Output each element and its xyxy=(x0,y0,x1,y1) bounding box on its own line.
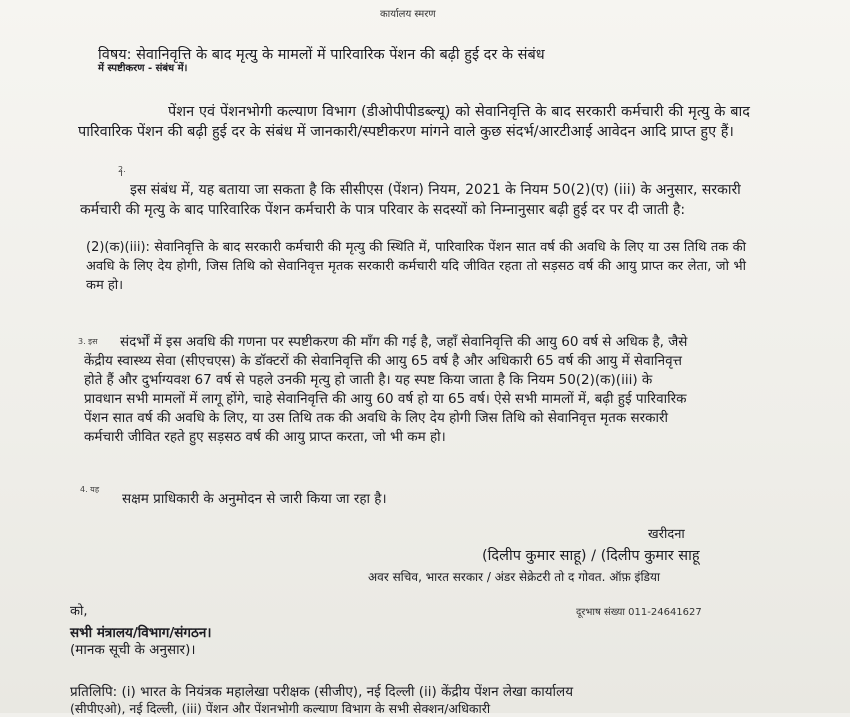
addressee-note: (मानक सूची के अनुसार)। xyxy=(70,642,196,658)
signature-word: खरीदना xyxy=(648,527,685,542)
subject-line-1: विषय: सेवानिवृत्ति के बाद मृत्यु के मामलों में पारिवारिक पेंशन की बढ़ी हुई दर के संबंध xyxy=(98,47,545,63)
subject-line-2: में स्पष्टीकरण - संबंध में। xyxy=(98,63,188,74)
paragraph-2-number: 2. xyxy=(118,165,126,174)
paragraph-4: सक्षम प्राधिकारी के अनुमोदन से जारी किया जा रहा है। xyxy=(122,491,387,507)
office-memorandum-header: कार्यालय स्मरण xyxy=(380,9,436,20)
rule-quote: (2)(क)(iii): सेवानिवृत्ति के बाद सरकारी कर्मचारी की मृत्यु की स्थिति में, पारिवारिक पेंशन सात वर्ष की अवधि के लिए या उस तिथि तक की अवधि के लिए देय होगी, जिस तिथि को सेवानिवृत्त मृतक सरकारी कर्मचारी यदि जीवित रहता तो सड़सठ वर्ष की आयु प्राप्त कर लेता, जो भी कम हो। xyxy=(86,240,746,293)
paragraph-3-number: 3. इस xyxy=(78,337,98,346)
addressee-recipients: सभी मंत्रालय/विभाग/संगठन। xyxy=(70,625,212,641)
paragraph-2: इस संबंध में, यह बताया जा सकता है कि सीसीएस (पेंशन) नियम, 2021 के नियम 50(2)(ए) (iii) के अनुसार, सरकारी कर्मचारी की मृत्यु के बाद पारिवारिक पेंशन कर्मचारी के पात्र परिवार के सदस्यों को निम्नानुसार बढ़ी हुई दर पर दी जाती है: xyxy=(80,182,741,218)
signatory-designation: अवर सचिव, भारत सरकार / अंडर सेक्रेटरी तो द गोवत. ऑफ़ इंडिया xyxy=(368,570,661,584)
paragraph-4-number: 4. यह xyxy=(80,485,100,494)
signatory-name: (दिलीप कुमार साहू) / (दिलीप कुमार साहू xyxy=(482,548,700,564)
copy-to-line-1: प्रतिलिपि: (i) भारत के नियंत्रक महालेखा परीक्षक (सीजीए), नई दिल्ली (ii) केंद्रीय पेंशन लेखा कार्यालय xyxy=(70,684,574,700)
addressee-to: को, xyxy=(70,604,88,619)
paragraph-3: संदर्भों में इस अवधि की गणना पर स्पष्टीकरण की माँग की गई है, जहाँ सेवानिवृत्ति की आयु 60 वर्ष से अधिक है, जैसे केंद्रीय स्वास्थ्य सेवा (सीएचएस) के डॉक्टरों की सेवानिवृत्ति की आयु 65 वर्ष है और अधिकारी 65 वर्ष की आयु में सेवानिवृत्त होते हैं और दुर्भाग्यवश 67 वर्ष से पहले उनकी मृत्यु हो जाती है। यह स्पष्ट किया जाता है कि नियम 50(2)(क)(iii) के प्रावधान सभी मामलों में लागू होंगे, चाहे सेवानिवृत्ति की आयु 60 वर्ष हो या 65 वर्ष। ऐसे सभी मामलों में, बढ़ी हुई पारिवारिक पेंशन सात वर्ष की अवधि के लिए, या उस तिथि तक की अवधि के लिए देय होगी जिस तिथि को सेवानिवृत्त मृतक सरकारी कर्मचारी जीवित रहते हुए सड़सठ वर्ष की आयु प्राप्त करता, जो भी कम हो। xyxy=(84,334,688,445)
paragraph-1: पेंशन एवं पेंशनभोगी कल्याण विभाग (डीओपीपीडब्ल्यू) को सेवानिवृत्ति के बाद सरकारी कर्मचारी की मृत्यु के बाद पारिवारिक पेंशन की बढ़ी हुई दर के संबंध में जानकारी/स्पष्टीकरण मांगने वाले कुछ संदर्भ/आरटीआई आवेदन आदि प्राप्त हुए हैं। xyxy=(78,104,750,140)
signatory-phone: दूरभाष संख्या 011-24641627 xyxy=(576,607,702,618)
copy-to-line-2: (सीपीएओ), नई दिल्ली, (iii) पेंशन और पेंशनभोगी कल्याण विभाग के सभी सेक्शन/अधिकारी xyxy=(70,701,491,716)
punch-mark xyxy=(121,170,122,176)
